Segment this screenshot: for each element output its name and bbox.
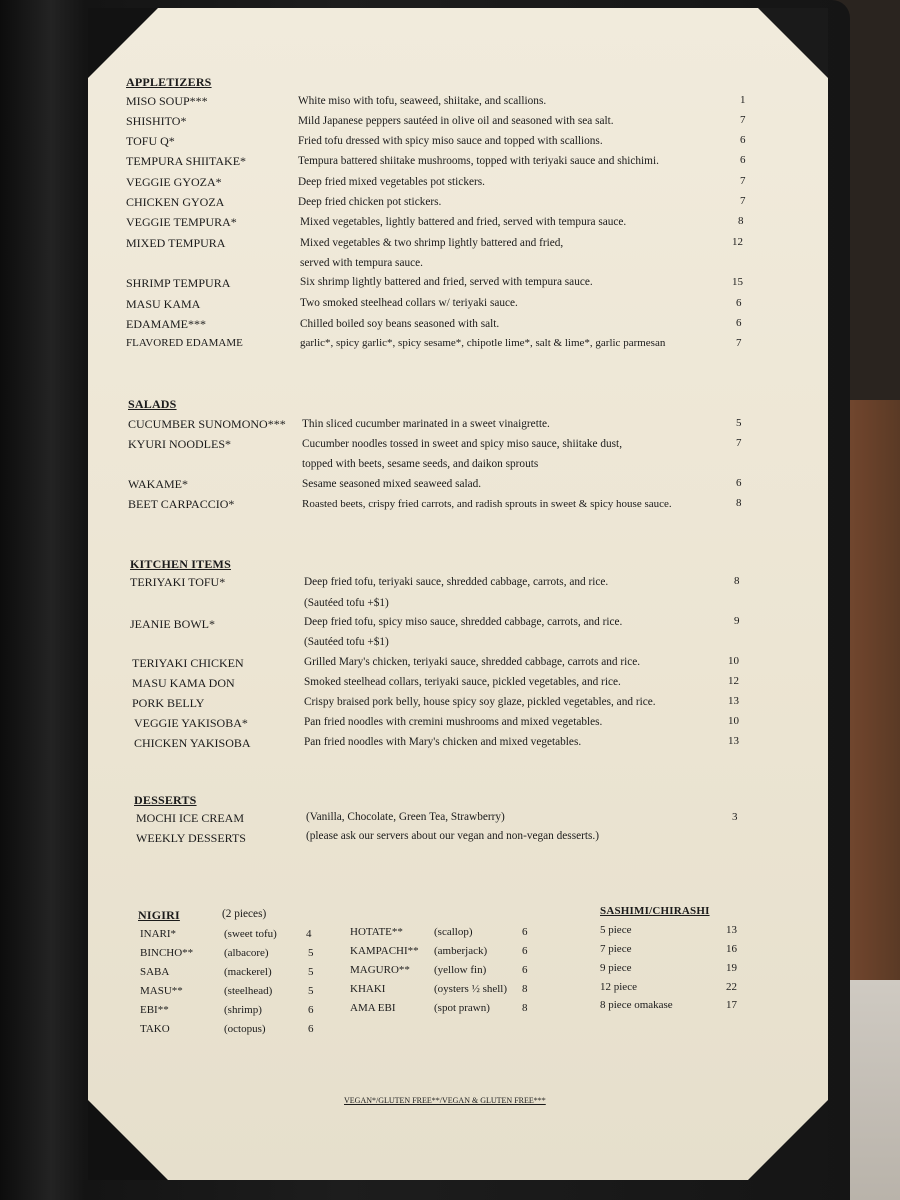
menu-item-name: VEGGIE YAKISOBA* [134,716,248,730]
binder-corner-top-right [758,8,828,78]
menu-item-price: 6 [736,297,742,309]
menu-item-desc: (please ask our servers about our vegan and non-vegan desserts.) [306,830,599,842]
menu-item-price: 6 [736,317,742,329]
sashimi-item-name: 5 piece [600,924,632,936]
kitchen-items-heading: KITCHEN ITEMS [130,557,231,571]
nigiri-item-desc: (steelhead) [224,985,273,997]
menu-item-price: 1 [740,94,746,106]
menu-item-name: MASU KAMA DON [132,676,235,690]
menu-item-desc: (Vanilla, Chocolate, Green Tea, Strawberry) [306,811,505,823]
menu-item-name: VEGGIE TEMPURA* [126,215,237,229]
menu-item-desc: Six shrimp lightly battered and fried, served with tempura sauce. [300,276,593,288]
menu-item-price: 6 [736,477,742,489]
menu-item-desc: Thin sliced cucumber marinated in a sweet vinaigrette. [302,418,550,430]
menu-item-desc: garlic*, spicy garlic*, spicy sesame*, chipotle lime*, salt & lime*, garlic parmesan [300,337,666,349]
nigiri-item-price: 6 [522,945,528,957]
menu-item-desc-continued: (Sautéed tofu +$1) [304,597,389,609]
menu-item-price: 13 [728,735,739,747]
sashimi-item-price: 17 [726,999,737,1011]
dietary-legend: VEGAN*/GLUTEN FREE**/VEGAN & GLUTEN FREE*** [344,1096,546,1105]
menu-item-name: TERIYAKI TOFU* [130,575,226,589]
nigiri-item-desc: (spot prawn) [434,1002,490,1014]
desserts-heading: DESSERTS [134,793,197,807]
menu-item-name: MIXED TEMPURA [126,236,226,250]
menu-item-desc: Deep fried chicken pot stickers. [298,196,442,208]
menu-page [88,8,828,1180]
menu-item-desc: Deep fried tofu, spicy miso sauce, shredded cabbage, carrots, and rice. [304,616,623,628]
nigiri-item-name: HOTATE** [350,926,403,938]
nigiri-item-price: 4 [306,928,312,940]
menu-item-price: 7 [736,437,742,449]
menu-item-desc: Roasted beets, crispy fried carrots, and radish sprouts in sweet & spicy house sauce. [302,498,672,510]
nigiri-item-desc: (mackerel) [224,966,272,978]
menu-item-name: SHRIMP TEMPURA [126,276,231,290]
binder-corner-top-left [88,8,158,78]
menu-item-name: CUCUMBER SUNOMONO*** [128,417,286,431]
nigiri-item-desc: (sweet tofu) [224,928,277,940]
sashimi-item-price: 22 [726,981,737,993]
nigiri-item-price: 5 [308,947,314,959]
nigiri-item-name: SABA [140,966,170,978]
menu-item-desc: Fried tofu dressed with spicy miso sauce and topped with scallions. [298,135,603,147]
menu-item-desc-continued: topped with beets, sesame seeds, and daikon sprouts [302,458,539,470]
menu-item-desc: Pan fried noodles with cremini mushrooms and mixed vegetables. [304,716,603,728]
appetizers-heading: APPLETIZERS [126,75,212,89]
menu-item-name: WAKAME* [128,477,188,491]
nigiri-item-name: AMA EBI [350,1002,396,1014]
menu-item-price: 5 [736,417,742,429]
menu-item-name: KYURI NOODLES* [128,437,231,451]
nigiri-item-price: 8 [522,983,528,995]
nigiri-item-desc: (octopus) [224,1023,266,1035]
menu-item-price: 3 [732,811,738,823]
menu-item-price: 9 [734,615,740,627]
menu-item-name: TOFU Q* [126,134,175,148]
nigiri-item-desc: (yellow fin) [434,964,487,976]
nigiri-item-name: KHAKI [350,983,386,995]
menu-item-name: WEEKLY DESSERTS [136,831,246,845]
nigiri-item-price: 5 [308,966,314,978]
menu-item-price: 8 [734,575,740,587]
menu-item-price: 7 [740,114,746,126]
menu-item-price: 15 [732,276,743,288]
menu-item-desc: Pan fried noodles with Mary's chicken and mixed vegetables. [304,736,582,748]
binder-corner-bottom-left [88,1100,168,1180]
menu-item-name: JEANIE BOWL* [130,617,215,631]
menu-item-price: 10 [728,655,739,667]
menu-item-price: 13 [728,695,739,707]
sashimi-item-name: 7 piece [600,943,632,955]
nigiri-item-price: 6 [522,926,528,938]
menu-item-desc-continued: served with tempura sauce. [300,257,423,269]
sashimi-item-price: 16 [726,943,737,955]
nigiri-item-desc: (albacore) [224,947,269,959]
menu-item-desc: Cucumber noodles tossed in sweet and spicy miso sauce, shiitake dust, [302,438,623,450]
nigiri-item-desc: (shrimp) [224,1004,262,1016]
nigiri-item-desc: (amberjack) [434,945,488,957]
menu-item-desc: White miso with tofu, seaweed, shiitake, and scallions. [298,95,547,107]
menu-item-price: 10 [728,715,739,727]
menu-item-price: 6 [740,154,746,166]
nigiri-item-name: EBI** [140,1004,169,1016]
nigiri-item-price: 6 [522,964,528,976]
nigiri-item-name: INARI* [140,928,177,940]
sashimi-item-name: 12 piece [600,981,637,993]
nigiri-item-price: 5 [308,985,314,997]
sashimi-item-name: 8 piece omakase [600,999,673,1011]
nigiri-note: (2 pieces) [222,908,267,920]
menu-item-desc: Two smoked steelhead collars w/ teriyaki sauce. [300,297,518,309]
menu-item-name: MASU KAMA [126,297,201,311]
salads-heading: SALADS [128,397,177,411]
nigiri-item-price: 6 [308,1004,314,1016]
nigiri-heading: NIGIRI [138,908,180,922]
menu-item-name: FLAVORED EDAMAME [126,337,243,349]
nigiri-item-desc: (oysters ½ shell) [434,983,508,995]
menu-item-desc: Mixed vegetables & two shrimp lightly battered and fried, [300,237,564,249]
menu-item-price: 6 [740,134,746,146]
menu-item-name: PORK BELLY [132,696,205,710]
menu-item-name: VEGGIE GYOZA* [126,175,222,189]
sashimi-item-price: 19 [726,962,737,974]
nigiri-item-name: MAGURO** [350,964,410,976]
menu-item-desc: Crispy braised pork belly, house spicy soy glaze, pickled vegetables, and rice. [304,696,656,708]
menu-item-price: 7 [740,175,746,187]
nigiri-item-price: 6 [308,1023,314,1035]
menu-item-name: MOCHI ICE CREAM [136,811,245,825]
menu-item-desc: Sesame seasoned mixed seaweed salad. [302,478,482,490]
menu-item-desc: Tempura battered shiitake mushrooms, topped with teriyaki sauce and shichimi. [298,155,659,167]
menu-item-name: EDAMAME*** [126,317,206,331]
menu-item-desc: Chilled boiled soy beans seasoned with salt. [300,318,500,330]
menu-item-price: 7 [736,337,742,349]
menu-item-name: SHISHITO* [126,114,187,128]
menu-item-price: 12 [732,236,743,248]
menu-item-name: TERIYAKI CHICKEN [132,656,244,670]
nigiri-item-name: KAMPACHI** [350,945,419,957]
menu-item-price: 8 [738,215,744,227]
menu-item-desc: Deep fried tofu, teriyaki sauce, shredded cabbage, carrots, and rice. [304,576,609,588]
sashimi-item-price: 13 [726,924,737,936]
menu-item-name: CHICKEN YAKISOBA [134,736,251,750]
nigiri-item-price: 8 [522,1002,528,1014]
menu-item-desc: Deep fried mixed vegetables pot stickers. [298,176,485,188]
menu-item-desc: Smoked steelhead collars, teriyaki sauce, pickled vegetables, and rice. [304,676,621,688]
menu-item-name: MISO SOUP*** [126,94,208,108]
menu-item-desc-continued: (Sautéed tofu +$1) [304,636,389,648]
nigiri-item-name: BINCHO** [140,947,194,959]
nigiri-item-name: MASU** [140,985,183,997]
menu-item-desc: Grilled Mary's chicken, teriyaki sauce, shredded cabbage, carrots and rice. [304,656,641,668]
menu-item-desc: Mixed vegetables, lightly battered and fried, served with tempura sauce. [300,216,627,228]
menu-item-name: BEET CARPACCIO* [128,497,235,511]
menu-item-price: 12 [728,675,739,687]
menu-item-price: 7 [740,195,746,207]
menu-item-name: CHICKEN GYOZA [126,195,225,209]
menu-item-desc: Mild Japanese peppers sautéed in olive oil and seasoned with sea salt. [298,115,614,127]
menu-item-price: 8 [736,497,742,509]
sashimi-item-name: 9 piece [600,962,632,974]
binder-corner-bottom-right [748,1100,828,1180]
menu-item-name: TEMPURA SHIITAKE* [126,154,247,168]
nigiri-item-desc: (scallop) [434,926,473,938]
sashimi-chirashi-heading: SASHIMI/CHIRASHI [600,905,710,917]
nigiri-item-name: TAKO [140,1023,170,1035]
